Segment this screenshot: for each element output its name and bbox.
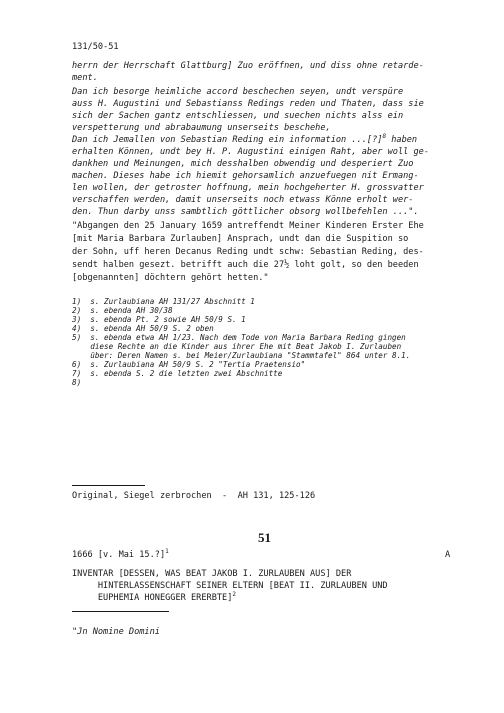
footnote: 8) <box>72 378 82 387</box>
footnote-ref: 1 <box>165 548 169 556</box>
separator-rule <box>72 485 145 486</box>
footnote: 2) s. ebenda AH 30/38 <box>72 306 173 315</box>
body-line: den. Thun darby unss sambtlich göttlicher obsorg wollbefehlen ...". <box>72 207 419 217</box>
body-line: dankhen und Meinungen, mich desshalben obwendig und desperiert Zuo <box>72 159 414 169</box>
body-line: auss H. Augustini und Sebastianss Redings reden und Thaten, dass sie <box>72 99 424 109</box>
date-text: 1666 [v. Mai 15.?] <box>72 550 166 560</box>
quote-line: [mit Maria Barbara Zurlauben] Ansprach, undt dan die Suspition so <box>72 234 409 244</box>
body-line: verspetterung und abrabaumung unserseits beschehe, <box>72 123 331 133</box>
marker-a: A <box>445 550 451 560</box>
body-line: verschaffen werden, damit unserseits noch etwass Könne erholt wer- <box>72 195 414 205</box>
title-line: INVENTAR [DESSEN, WAS BEAT JAKOB I. ZURLAUBEN AUS] DER <box>72 569 352 579</box>
body-line: erhalten Können, undt bey H. P. Augustini einigen Raht, aber woll ge- <box>72 147 429 157</box>
quote-line: [obgenannten] döchtern gehört hetten." <box>72 273 269 283</box>
title-line <box>72 592 236 604</box>
body-line: len wollen, der getroster hoffnung, mein hochgeherter H. grossvatter <box>72 183 424 193</box>
body-text: haben <box>386 135 418 145</box>
body-line: Dan ich besorge heimliche accord beschechen seyen, undt verspüre <box>72 87 404 97</box>
body-line: herrn der Herrschaft Glattburg] Zuo eröffnen, und diss ohne retarde- <box>72 61 424 71</box>
date-line <box>72 549 169 561</box>
quote-line: der Sohn, uff heren Decanus Reding undt schw: Sebastian Reding, des- <box>72 247 424 257</box>
footnote: 7) s. ebenda S. 2 die letzten zwei Abschnitte <box>72 369 283 378</box>
footnote-ref: 2 <box>232 591 237 599</box>
source-note: Original, Siegel zerbrochen - AH 131, 125-126 <box>72 491 316 501</box>
footnote: 5) s. ebenda etwa AH 1/23. Nach dem Tode von Maria Barbara Reding gingen <box>72 333 406 342</box>
footnote: 1) s. Zurlaubiana AH 131/27 Abschnitt 1 <box>72 297 255 306</box>
footnote: über: Deren Namen s. bei Meier/Zurlaubiana "Stammtafel" 864 unter 8.1. <box>72 351 411 360</box>
body-text: Dan ich Jemallen von Sebastian Reding ein information ...[?] <box>72 135 383 145</box>
page-reference: 131/50-51 <box>72 42 119 52</box>
body-line-with-footnote <box>72 134 417 146</box>
body-line: sich der Sachen gantz entschliessen, und suechen nichts alss ein <box>72 111 404 121</box>
separator-rule <box>72 611 169 612</box>
footnote: 4) s. ebenda AH 50/9 S. 2 oben <box>72 324 214 333</box>
footnote-ref: 8 <box>382 133 387 141</box>
body-line: ment. <box>72 73 98 83</box>
document-number: 51 <box>258 530 271 545</box>
body-line: machen. Dieses habe ich hiemit gehorsamlich anzuefuegen nit Ermang- <box>72 171 419 181</box>
footnote: 6) s. Zurlaubiana AH 50/9 S. 2 "Tertia Praetensio" <box>72 360 306 369</box>
quote-line: "Abgangen den 25 January 1659 antreffendt Meiner Kinderen Erster Ehe <box>72 221 424 231</box>
opening-line: "Jn Nomine Domini <box>72 627 160 637</box>
title-text: EUPHEMIA HONEGGER ERERBTE] <box>72 593 233 603</box>
footnote: 3) s. ebenda Pt. 2 sowie AH 50/9 S. 1 <box>72 315 246 324</box>
footnote: diese Rechte an die Kinder aus ihrer Ehe mit Beat Jakob I. Zurlauben <box>72 342 402 351</box>
title-line: HINTERLASSENSCHAFT SEINER ELTERN [BEAT II. ZURLAUBEN UND <box>72 581 388 591</box>
quote-line: sendt halben gesezt. betrifft auch die 27½ loht golt, so den beeden <box>72 260 419 270</box>
